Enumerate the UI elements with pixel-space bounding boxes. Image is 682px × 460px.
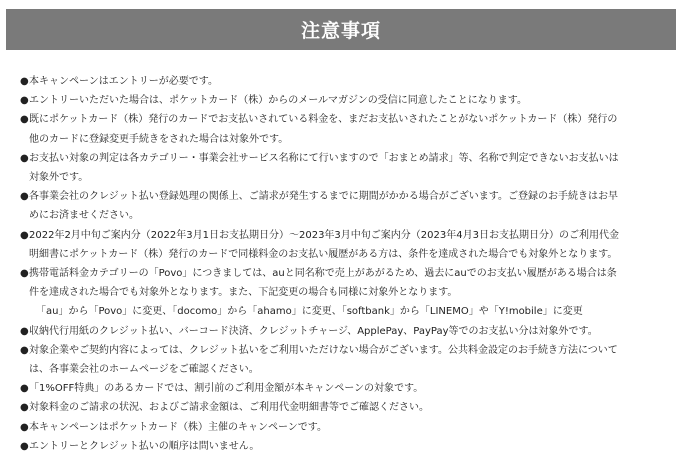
notice-item	[20, 341, 670, 379]
notice-item-text: 対象料金のご請求の状況、およびご請求金額は、ご利用代金明細書等でご確認ください。	[29, 402, 429, 414]
notice-item-text: 携帯電話料金カテゴリーの「Povo」につきましては、auと同名称で売上があがるため、過去にauでのお支払い履歴がある場合は条	[29, 268, 617, 280]
bullet-icon: ●	[20, 325, 29, 337]
notice-item-text: エントリーいただいた場合は、ポケットカード（株）からのメールマガジンの受信に同意したことになります。	[29, 95, 527, 107]
notice-item-text: 他のカードに登録変更手続きをされた場合は対象外です。	[29, 133, 289, 145]
notice-header	[6, 9, 676, 50]
notice-item	[20, 226, 670, 264]
notice-item	[20, 264, 670, 322]
notice-item-text: 件を達成された場合でも対象外となります。また、下記変更の場合も同様に対象外となります。	[29, 287, 458, 299]
notice-item-text: エントリーとクレジット払いの順序は問いません。	[29, 440, 260, 452]
bullet-icon: ●	[20, 440, 29, 452]
bullet-icon: ●	[20, 95, 29, 107]
notice-item	[20, 72, 670, 91]
notice-item-text: めにお済ませください。	[29, 210, 139, 222]
notice-item-text: 対象外です。	[29, 172, 89, 184]
notice-item-text: 各事業会社のクレジット払い登録処理の関係上、ご請求が発生するまでに期間がかかる場合がございます。ご登録のお手続きはお早	[29, 191, 618, 203]
notice-item-text: 収納代行用紙のクレジット払い、バーコード決済、クレジットチャージ、ApplePay、PayPay等でのお支払い分は対象外です。	[29, 325, 598, 337]
notice-item	[20, 149, 670, 187]
notice-item-text: 明細書にポケットカード（株）発行のカードで同様料金のお支払い履歴がある方は、条件を達成された場合でも対象外となります。	[29, 248, 618, 260]
notice-item-text: 2022年2月中旬ご案内分（2022年3月1日お支払期日分）～2023年3月中旬ご案内分（2023年4月3日お支払期日分）のご利用代金	[29, 229, 619, 241]
notice-item	[20, 379, 670, 398]
notice-item-subtext: 「au」から「Povo」に変更、「docomo」から「ahamo」に変更、「softbank」から「LINEMO」や「Y!mobile」に変更	[36, 306, 583, 318]
notice-item-text: 既にポケットカード（株）発行のカードでお支払いされている料金を、まだお支払いされたことがないポケットカード（株）発行の	[29, 114, 618, 126]
bullet-icon: ●	[20, 383, 29, 395]
bullet-icon: ●	[20, 152, 29, 164]
bullet-icon: ●	[20, 114, 29, 126]
notice-item-text: 対象企業やご契約内容によっては、クレジット払いをご利用いただけない場合がございます。公共料金設定のお手続き方法について	[29, 344, 618, 356]
notice-item	[20, 187, 670, 225]
bullet-icon: ●	[20, 421, 29, 433]
notice-title: 注意事項	[300, 20, 381, 42]
notice-item-text: 「1%OFF特典」のあるカードでは、割引前のご利用金額が本キャンペーンの対象です。	[29, 383, 424, 395]
notice-item-text: お支払い対象の判定は各カテゴリー・事業会社サービス名称にて行いますので「おまとめ請求」等、名称で判定できないお支払いは	[29, 152, 619, 164]
notice-item	[20, 398, 670, 417]
bullet-icon: ●	[20, 229, 29, 241]
notice-item-text: 本キャンペーンはエントリーが必要です。	[29, 76, 218, 87]
notice-item-text: 本キャンペーンはポケットカード（株）主催のキャンペーンです。	[29, 421, 327, 433]
bullet-icon: ●	[20, 402, 29, 414]
notice-item	[20, 110, 670, 148]
notice-item	[20, 437, 670, 456]
bullet-icon: ●	[20, 191, 29, 203]
bullet-icon: ●	[20, 268, 29, 280]
bullet-icon: ●	[20, 344, 29, 356]
notice-item	[20, 322, 670, 341]
notice-list	[20, 72, 670, 456]
notice-item	[20, 418, 670, 437]
notice-item-text: は、各事業会社のホームページをご確認ください。	[29, 364, 259, 376]
bullet-icon: ●	[20, 76, 29, 87]
notice-item	[20, 91, 670, 110]
